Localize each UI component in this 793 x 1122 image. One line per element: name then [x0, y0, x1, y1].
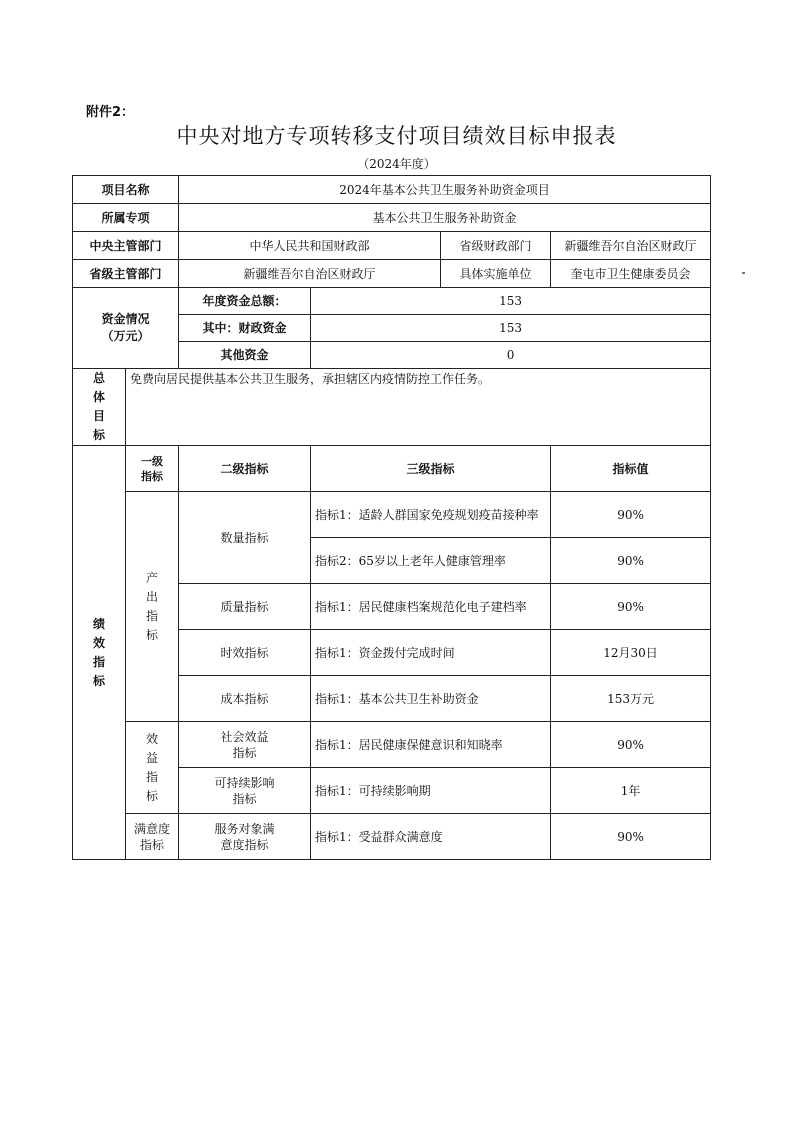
impl-unit-value: 奎屯市卫生健康委员会: [551, 260, 711, 288]
service-label: 服务对象满意度指标: [179, 814, 311, 860]
quantity-indicator-2: 指标2：65岁以上老年人健康管理率: [311, 538, 551, 584]
cost-value-1: 153万元: [551, 676, 711, 722]
row-goal: [73, 369, 711, 446]
goal-text: 免费向居民提供基本公共卫生服务，承担辖区内疫情防控工作任务。: [126, 369, 711, 446]
quality-indicator-1: 指标1：居民健康档案规范化电子建档率: [311, 584, 551, 630]
prov-dept-label: 省级主管部门: [73, 260, 179, 288]
row-project-name: [73, 176, 711, 204]
service-indicator-1: 指标1：受益群众满意度: [311, 814, 551, 860]
funds-label: 资金情况（万元）: [73, 288, 179, 369]
perf-label: 绩效指标: [73, 446, 126, 860]
social-indicator-1: 指标1：居民健康保健意识和知晓率: [311, 722, 551, 768]
prov-dept-value: 新疆维吾尔自治区财政厅: [179, 260, 441, 288]
sustain-indicator-1: 指标1：可持续影响期: [311, 768, 551, 814]
row-service: [73, 814, 711, 860]
social-value-1: 90%: [551, 722, 711, 768]
performance-form-table: [72, 175, 711, 860]
prov-finance-value: 新疆维吾尔自治区财政厅: [551, 232, 711, 260]
central-dept-value: 中华人民共和国财政部: [179, 232, 441, 260]
quality-label: 质量指标: [179, 584, 311, 630]
row-perf-header: [73, 446, 711, 492]
header-level1: 一级指标: [126, 446, 179, 492]
quantity-label: 数量指标: [179, 492, 311, 584]
central-dept-label: 中央主管部门: [73, 232, 179, 260]
benefit-label: 效益指标: [126, 722, 179, 814]
header-value: 指标值: [551, 446, 711, 492]
row-social: [73, 722, 711, 768]
funds-total-label: 年度资金总额：: [179, 288, 311, 315]
goal-label: 总体目标: [73, 369, 126, 446]
special-label: 所属专项: [73, 204, 179, 232]
quantity-value-1: 90%: [551, 492, 711, 538]
form-title: 中央对地方专项转移支付项目绩效目标申报表: [176, 124, 617, 148]
timely-label: 时效指标: [179, 630, 311, 676]
row-prov-dept: [73, 260, 711, 288]
quantity-value-2: 90%: [551, 538, 711, 584]
sustain-value-1: 1年: [551, 768, 711, 814]
funds-other-value: 0: [311, 342, 711, 369]
project-name-label: 项目名称: [73, 176, 179, 204]
attachment-label: 附件2：: [86, 105, 135, 120]
special-value: 基本公共卫生服务补助资金: [179, 204, 711, 232]
timely-indicator-1: 指标1：资金拨付完成时间: [311, 630, 551, 676]
scan-mark: [742, 272, 745, 274]
form-year: （2024年度）: [357, 157, 436, 171]
output-label: 产出指标: [126, 492, 179, 722]
project-name-value: 2024年基本公共卫生服务补助资金项目: [179, 176, 711, 204]
social-label: 社会效益指标: [179, 722, 311, 768]
funds-total-value: 153: [311, 288, 711, 315]
cost-indicator-1: 指标1：基本公共卫生补助资金: [311, 676, 551, 722]
funds-other-label: 其他资金: [179, 342, 311, 369]
funds-finance-value: 153: [311, 315, 711, 342]
row-central-dept: [73, 232, 711, 260]
service-value-1: 90%: [551, 814, 711, 860]
sustain-label: 可持续影响指标: [179, 768, 311, 814]
quantity-indicator-1: 指标1：适龄人群国家免疫规划疫苗接种率: [311, 492, 551, 538]
cost-label: 成本指标: [179, 676, 311, 722]
impl-unit-label: 具体实施单位: [441, 260, 551, 288]
header-level3: 三级指标: [311, 446, 551, 492]
header-level2: 二级指标: [179, 446, 311, 492]
prov-finance-label: 省级财政部门: [441, 232, 551, 260]
funds-finance-label: 其中：财政资金: [179, 315, 311, 342]
timely-value-1: 12月30日: [551, 630, 711, 676]
row-quantity-1: [73, 492, 711, 538]
row-funds-total: [73, 288, 711, 315]
satisfaction-label: 满意度指标: [126, 814, 179, 860]
quality-value-1: 90%: [551, 584, 711, 630]
row-special: [73, 204, 711, 232]
